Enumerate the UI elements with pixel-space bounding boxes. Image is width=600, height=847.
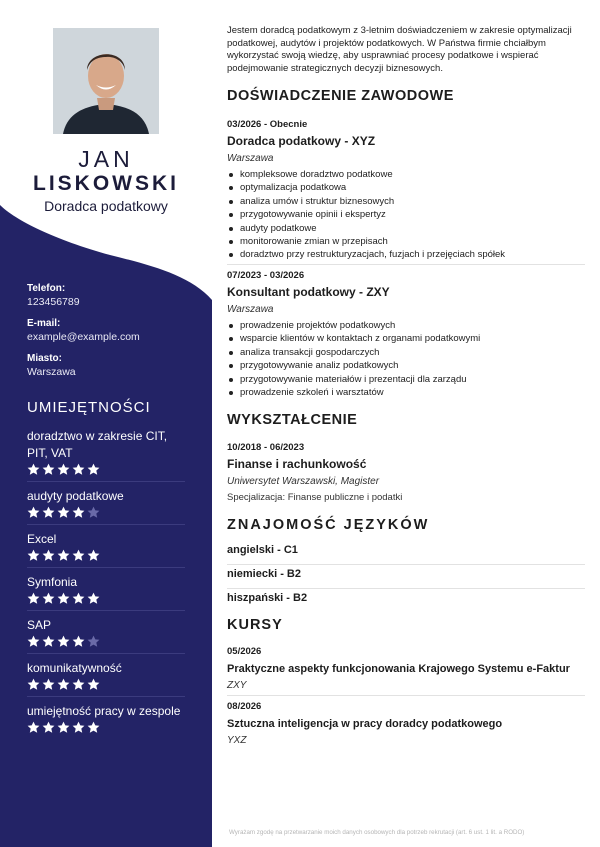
- star-filled-icon: [72, 592, 85, 605]
- skill-item: [27, 703, 185, 739]
- course-date: 05/2026: [227, 646, 262, 657]
- star-filled-icon: [27, 463, 40, 476]
- star-filled-icon: [87, 678, 100, 691]
- job-city: Warszawa: [227, 153, 274, 164]
- skill-rating: [27, 592, 185, 606]
- phone-value: 123456789: [27, 296, 80, 308]
- skill-item: [27, 488, 185, 525]
- duty-item: wsparcie klientów w kontaktach z organami podatkowymi: [240, 332, 585, 345]
- duty-item: prowadzenie projektów podatkowych: [240, 319, 585, 332]
- star-filled-icon: [27, 678, 40, 691]
- course-date: 08/2026: [227, 701, 262, 712]
- star-filled-icon: [42, 635, 55, 648]
- languages-title: ZNAJOMOŚĆ JĘZYKÓW: [227, 517, 430, 533]
- skill-name: SAP: [27, 618, 52, 632]
- skill-rating: [27, 506, 185, 520]
- star-filled-icon: [42, 463, 55, 476]
- star-filled-icon: [72, 549, 85, 562]
- skills-section: [27, 399, 185, 745]
- duty-item: doradztwo przy restrukturyzacjach, fuzjach i przejęciach spółek: [240, 248, 585, 261]
- duty-item: analiza umów i struktur biznesowych: [240, 195, 585, 208]
- star-filled-icon: [42, 549, 55, 562]
- course-org: YXZ: [227, 735, 247, 746]
- skill-name: komunikatywność: [27, 661, 122, 675]
- skill-item: [27, 617, 185, 654]
- job-position: Doradca podatkowy - XYZ: [227, 134, 376, 148]
- language-item: hiszpański - B2: [227, 592, 308, 604]
- course-name: Praktyczne aspekty funkcjonowania Krajowego Systemu e-Faktur: [227, 663, 570, 675]
- star-filled-icon: [42, 592, 55, 605]
- star-filled-icon: [57, 506, 70, 519]
- star-filled-icon: [57, 678, 70, 691]
- duty-item: audyty podatkowe: [240, 222, 585, 235]
- experience-title: DOŚWIADCZENIE ZAWODOWE: [227, 88, 454, 104]
- course-org: ZXY: [227, 680, 247, 691]
- star-filled-icon: [57, 635, 70, 648]
- skill-name: audyty podatkowe: [27, 489, 124, 503]
- name-block: [0, 146, 212, 214]
- skill-rating: [27, 635, 185, 649]
- education-field: Finanse i rachunkowość: [227, 457, 367, 471]
- skill-name: Symfonia: [27, 575, 78, 589]
- course-name: Sztuczna inteligencja w pracy doradcy podatkowego: [227, 718, 503, 730]
- skill-rating: [27, 463, 185, 477]
- job-date: 03/2026 - Obecnie: [227, 119, 308, 130]
- star-filled-icon: [87, 592, 100, 605]
- duty-item: kompleksowe doradztwo podatkowe: [240, 168, 585, 181]
- duty-item: analiza transakcji gospodarczych: [240, 346, 585, 359]
- star-filled-icon: [87, 721, 100, 734]
- duty-item: przygotowywanie analiz podatkowych: [240, 359, 585, 372]
- contact-section: [27, 282, 197, 387]
- job-duties: [227, 168, 585, 262]
- job-entry: [227, 118, 585, 262]
- profile-photo: [53, 28, 159, 134]
- duty-item: prowadzenie szkoleń i warsztatów: [240, 386, 585, 399]
- star-filled-icon: [57, 721, 70, 734]
- language-item: angielski - C1: [227, 540, 585, 565]
- job-city: Warszawa: [227, 304, 274, 315]
- about-text: Jestem doradcą podatkowym z 3-letnim doświadczeniem w zakresie optymalizacji podatkowej, audytów i projektów podatkowych. W Państwa firmie chciałbym wykorzystać swoją wiedzę, aby usprawniać procesy podatkowe i wspierać podejmowanie strategicznych decyzji biznesowych.: [227, 25, 572, 74]
- star-filled-icon: [27, 635, 40, 648]
- skills-list: [27, 428, 185, 739]
- job-duties: [227, 319, 585, 399]
- star-filled-icon: [87, 549, 100, 562]
- skill-rating: [27, 678, 185, 692]
- skill-name: umiejętność pracy w zespole: [27, 704, 181, 718]
- course-entry: [227, 700, 585, 747]
- email-label: E-mail:: [27, 318, 61, 329]
- duty-item: przygotowywanie materiałów i prezentacji dla zarządu: [240, 373, 585, 386]
- divider: [227, 264, 585, 265]
- star-filled-icon: [57, 549, 70, 562]
- star-filled-icon: [72, 506, 85, 519]
- duty-item: optymalizacja podatkowa: [240, 181, 585, 194]
- star-filled-icon: [87, 463, 100, 476]
- education-entry: [227, 441, 585, 504]
- duty-item: przygotowywanie opinii i ekspertyz: [240, 208, 585, 221]
- education-school: Uniwersytet Warszawski, Magister: [227, 476, 380, 487]
- skills-title: UMIEJĘTNOŚCI: [27, 399, 151, 416]
- education-specialization: Specjalizacja: Finanse publiczne i podatki: [227, 492, 403, 503]
- phone-label: Telefon:: [27, 283, 66, 294]
- star-empty-icon: [87, 635, 100, 648]
- divider: [227, 695, 585, 696]
- gdpr-consent-footer: Wyrażam zgodę na przetwarzanie moich danych osobowych dla potrzeb rekrutacji (art. 6 ust. 1 lit. a RODO): [229, 829, 525, 836]
- skill-item: [27, 574, 185, 611]
- email-value: example@example.com: [27, 331, 140, 343]
- sidebar: [0, 0, 212, 847]
- star-filled-icon: [27, 592, 40, 605]
- skill-rating: [27, 549, 185, 563]
- skill-item: [27, 531, 185, 568]
- star-filled-icon: [27, 721, 40, 734]
- job-entry: [227, 269, 585, 399]
- city-value: Warszawa: [27, 366, 76, 378]
- star-filled-icon: [72, 635, 85, 648]
- job-title: Doradca podatkowy: [44, 198, 168, 214]
- courses-title: KURSY: [227, 617, 283, 633]
- star-filled-icon: [57, 592, 70, 605]
- star-filled-icon: [27, 549, 40, 562]
- star-filled-icon: [42, 678, 55, 691]
- star-filled-icon: [72, 678, 85, 691]
- star-empty-icon: [87, 506, 100, 519]
- skill-item: [27, 660, 185, 697]
- first-name: JAN: [78, 146, 134, 172]
- skill-name: Excel: [27, 532, 57, 546]
- education-date: 10/2018 - 06/2023: [227, 442, 305, 453]
- skill-item: [27, 428, 185, 482]
- skill-rating: [27, 721, 185, 735]
- city-label: Miasto:: [27, 353, 62, 364]
- star-filled-icon: [42, 721, 55, 734]
- star-filled-icon: [42, 506, 55, 519]
- star-filled-icon: [57, 463, 70, 476]
- job-date: 07/2023 - 03/2026: [227, 270, 305, 281]
- last-name: LISKOWSKI: [33, 172, 179, 195]
- language-item: niemiecki - B2: [227, 564, 585, 589]
- education-title: WYKSZTAŁCENIE: [227, 412, 358, 428]
- star-filled-icon: [72, 463, 85, 476]
- star-filled-icon: [27, 506, 40, 519]
- star-filled-icon: [72, 721, 85, 734]
- skill-name: doradztwo w zakresie CIT, PIT, VAT: [27, 429, 168, 460]
- duty-item: monitorowanie zmian w przepisach: [240, 235, 585, 248]
- course-entry: [227, 645, 585, 692]
- job-position: Konsultant podatkowy - ZXY: [227, 285, 390, 299]
